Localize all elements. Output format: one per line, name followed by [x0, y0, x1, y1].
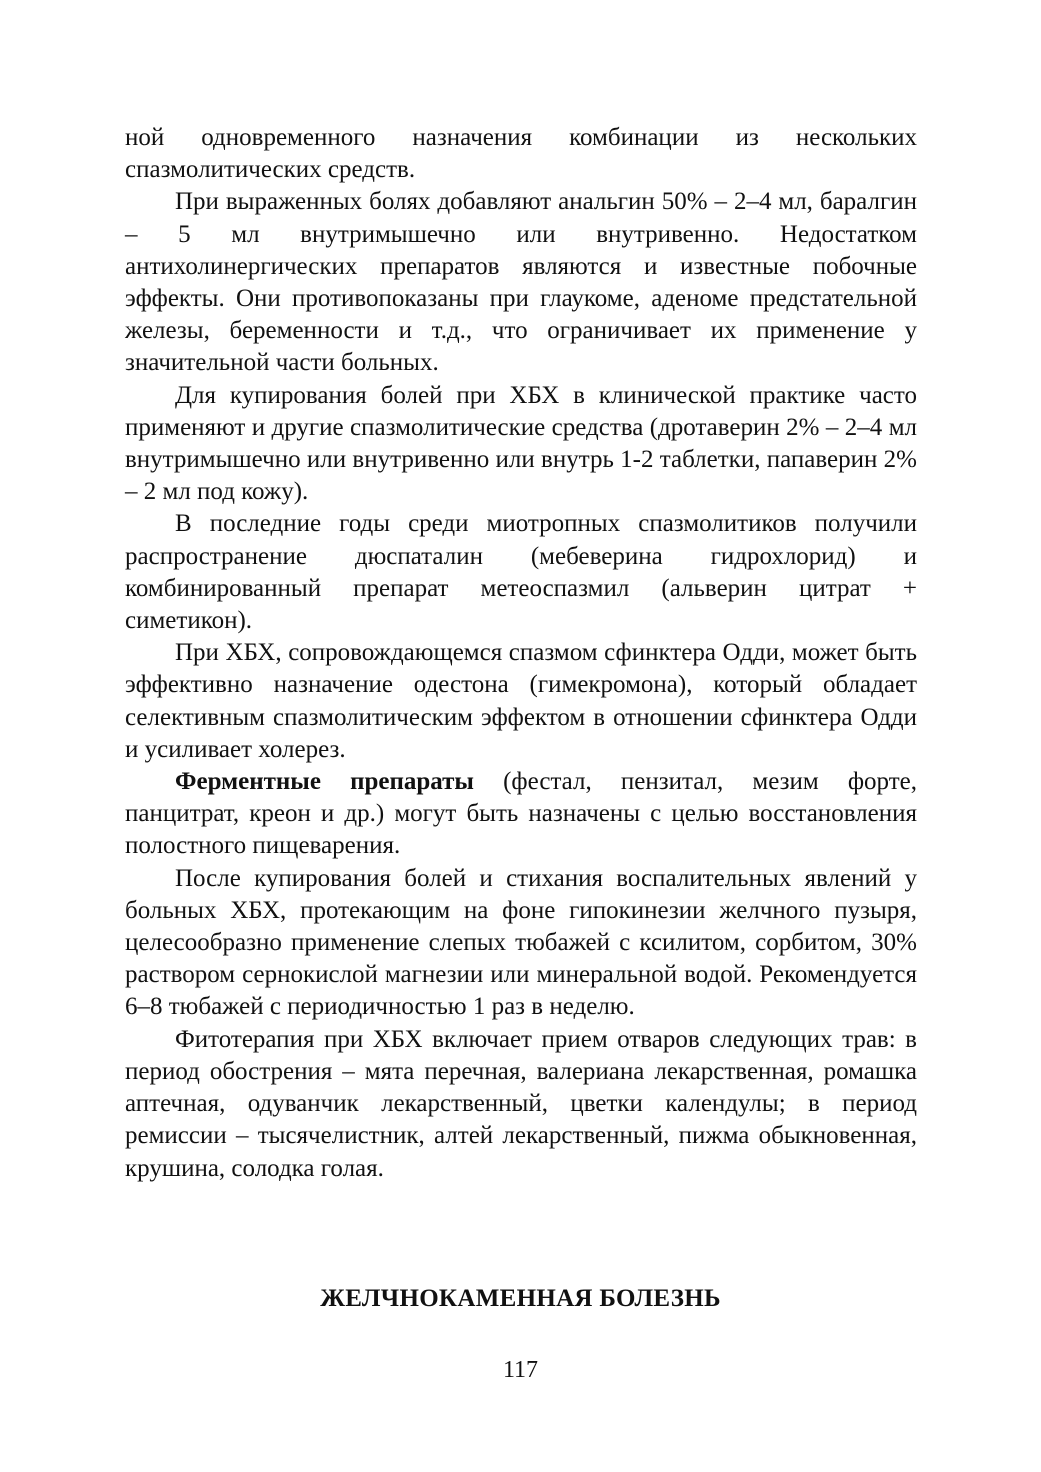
- paragraph-text: ной одновременного назначения комбинации из нескольких спазмолитических средств.: [125, 124, 917, 184]
- page-number: 117: [502, 1357, 539, 1383]
- paragraph-text: Для купирования болей при ХБХ в клинической практике часто применяют и другие спазмолитические средства (дротаверин 2% – 2–4 мл внутримышечно или внутривенно или внутрь 1-2 таблетки, папаверин 2% – 2 мл под кожу).: [125, 381, 917, 506]
- paragraph-text: При ХБХ, сопровождающемся спазмом сфинктера Одди, может быть эффективно назначение одестона (гимекромона), который обладает селективным спазмолитическим эффектом в отношении сфинктера Одди и усиливает холерез.: [125, 639, 917, 763]
- paragraph-text: (фестал, пензитал, мезим форте, панцитрат, креон и др.) могут быть назначены с целью восстановления полостного пищеварения.: [125, 768, 917, 860]
- paragraph-enzymes: [125, 766, 917, 863]
- section-heading: ЖЕЛЧНОКАМЕННАЯ БОЛЕЗНЬ: [320, 1285, 721, 1312]
- paragraph-antispasmodics: [125, 380, 917, 509]
- paragraph-phytotherapy: [125, 1024, 917, 1185]
- paragraph-text: При выраженных болях добавляют анальгин 50% – 2–4 мл, баралгин – 5 мл внутримышечно или внутривенно. Недостатком антихолинергических препаратов являются и известные побочные эффекты. Они противопоказаны при глаукоме, аденоме предстательной железы, беременности и т.д., что ограничивает их применение у значительной части больных.: [125, 188, 917, 377]
- paragraph-myotropic: [125, 508, 917, 637]
- paragraph-bold-lead: Ферментные препараты: [175, 768, 474, 796]
- paragraph-analgesics: [125, 186, 917, 379]
- paragraph-continuation: [125, 122, 917, 186]
- paragraph-oddi-sphincter: [125, 637, 917, 766]
- paragraph-text: После купирования болей и стихания воспалительных явлений у больных ХБХ, протекающим на фоне гипокинезии желчного пузыря, целесообразно применение слепых тюбажей с ксилитом, сорбитом, 30% раствором сернокислой магнезии или минеральной водой. Рекомендуется 6–8 тюбажей с периодичностью 1 раз в неделю.: [125, 864, 917, 1021]
- paragraph-tubage: [125, 863, 917, 1024]
- paragraph-text: В последние годы среди миотропных спазмолитиков получили распространение дюспаталин (мебеверина гидрохлорид) и комбинированный препарат метеоспазмил (альверин цитрат + симетикон).: [125, 510, 917, 635]
- page-body: [125, 122, 917, 1185]
- paragraph-text: Фитотерапия при ХБХ включает прием отваров следующих трав: в период обострения – мята перечная, валериана лекарственная, ромашка аптечная, одуванчик лекарственный, цветки календулы; в период ремиссии – тысячелистник, алтей лекарственный, пижма обыкновенная, крушина, солодка голая.: [125, 1025, 917, 1182]
